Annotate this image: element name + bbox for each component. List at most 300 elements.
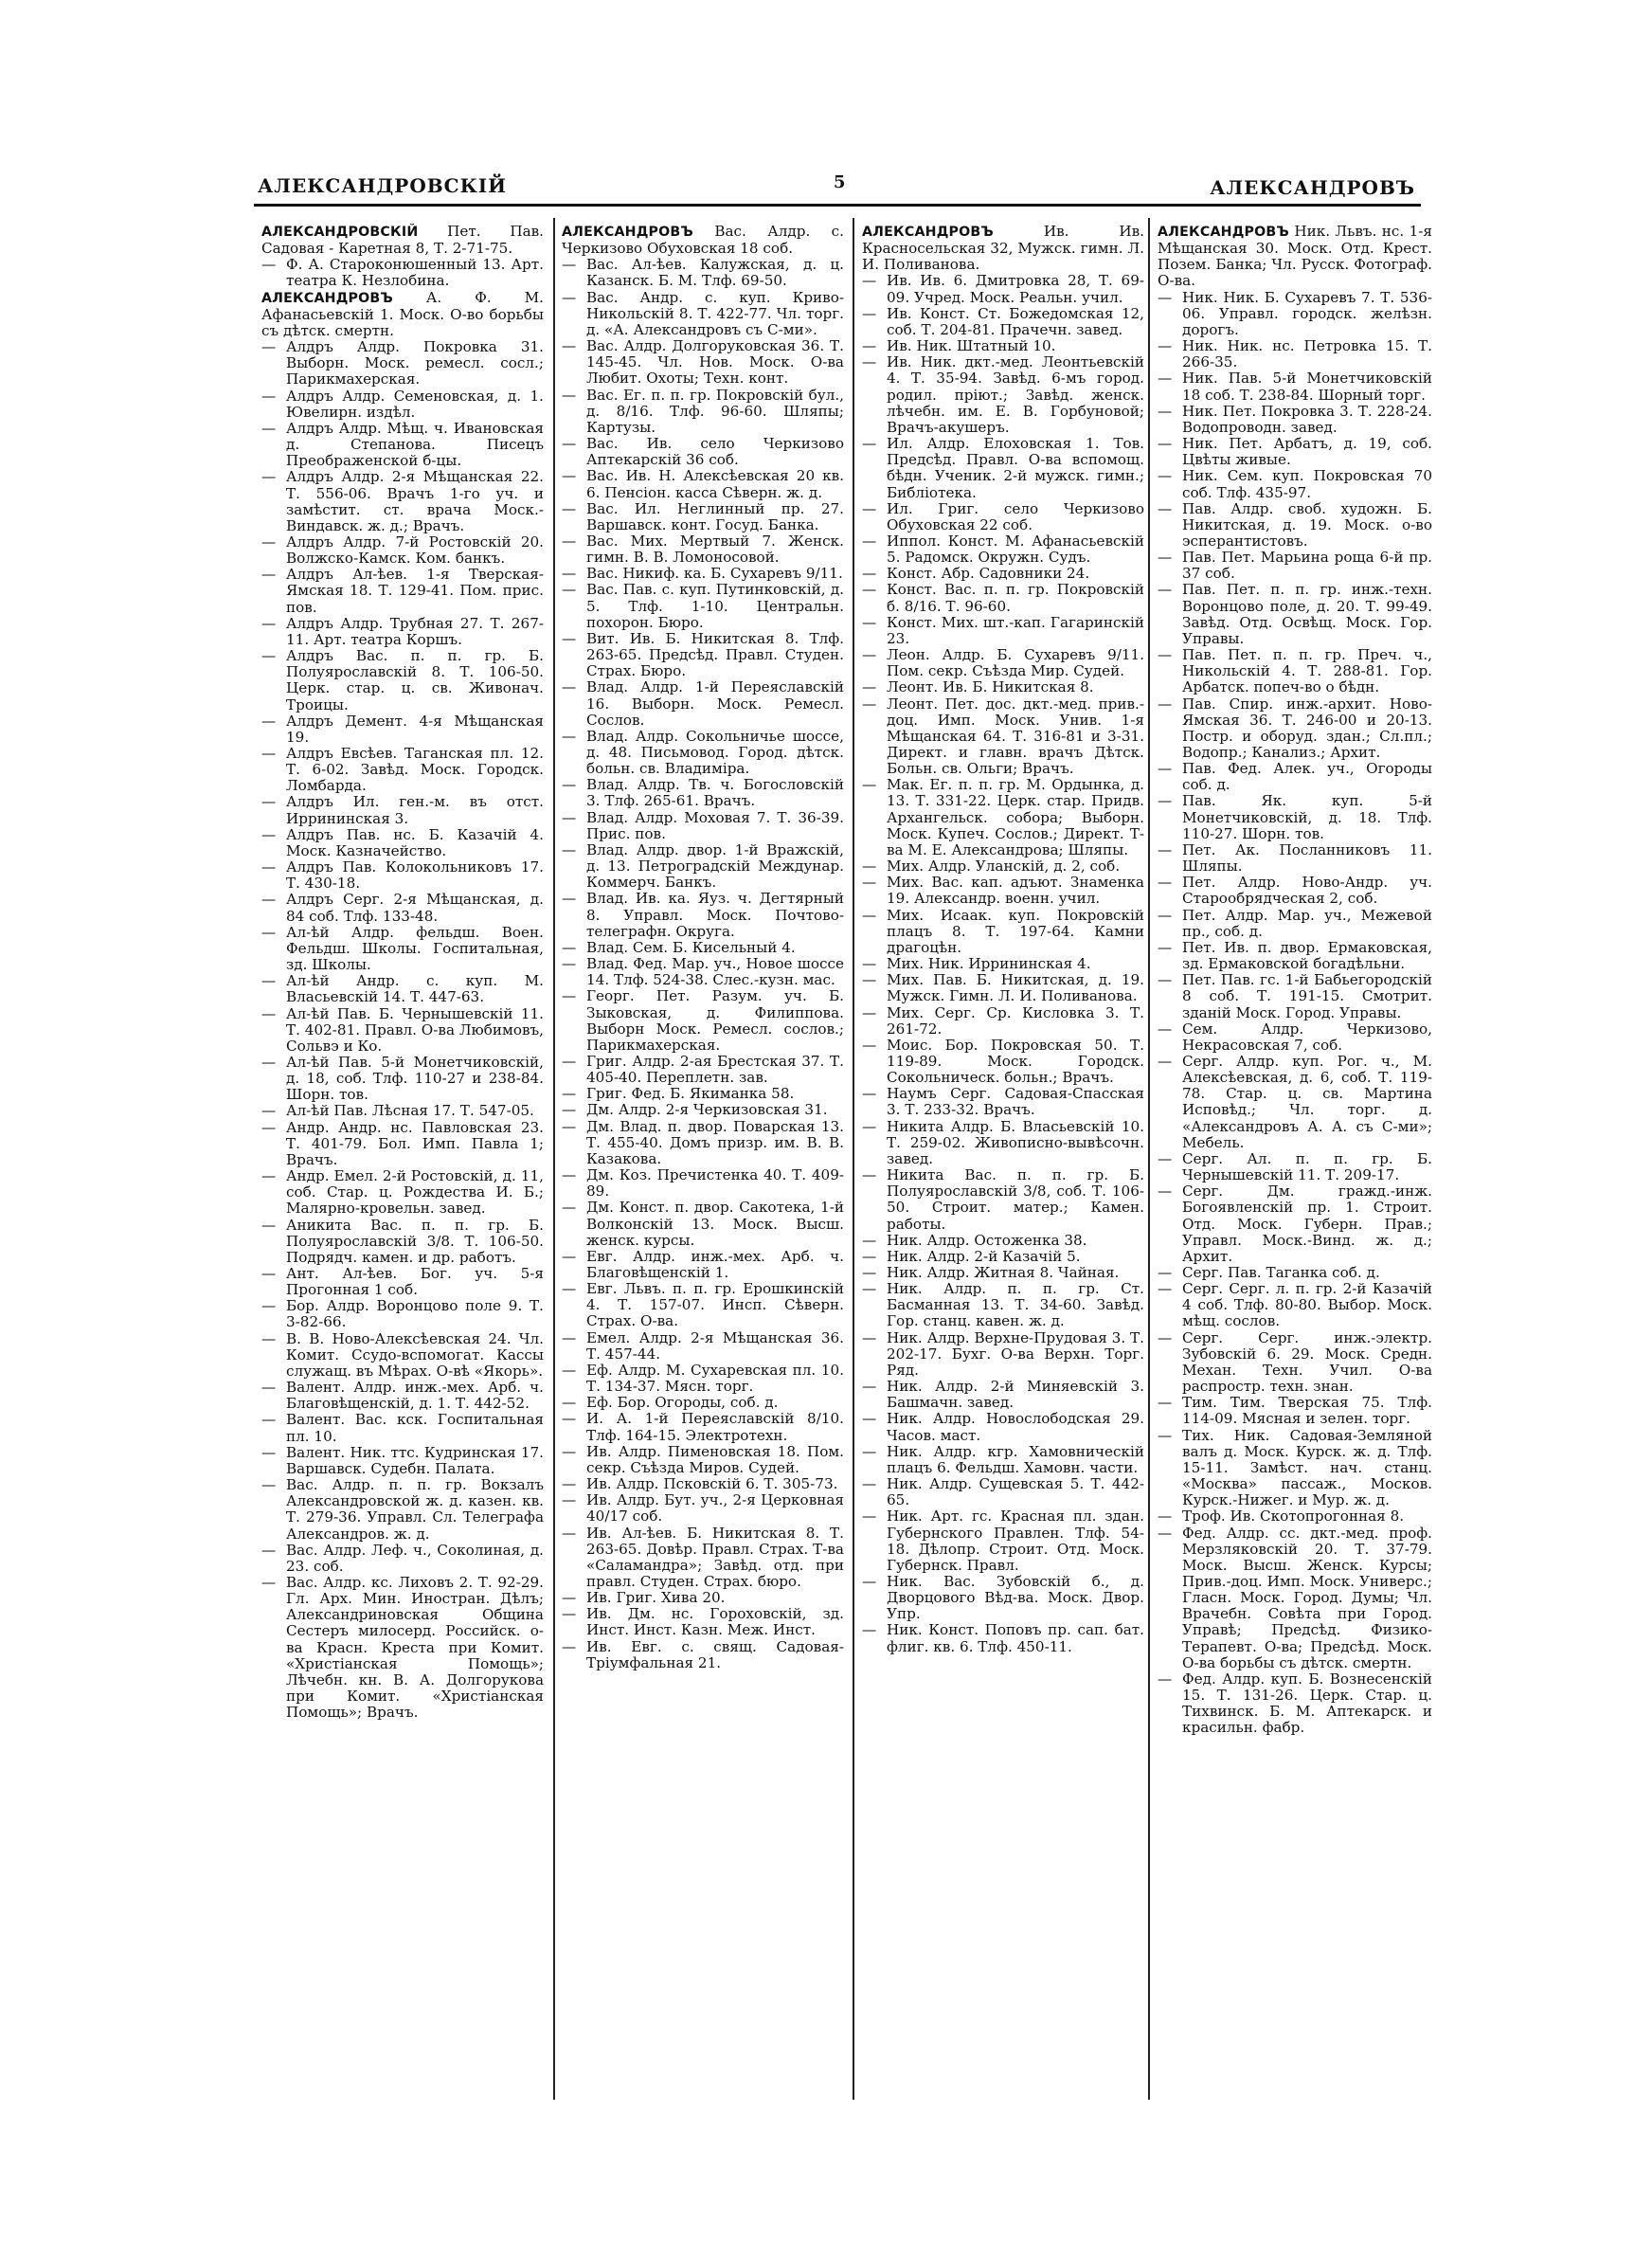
entry-text: Ник. Алдр. Сущевская 5. Т. 442-65. [887,1475,1144,1509]
directory-entry [261,1266,544,1298]
directory-entry [862,306,1144,338]
entry-text: Ив. Алдр. Пименовская 18. Пом. секр. Съѣзда Миров. Судей. [586,1442,844,1476]
ditto-dash: — [261,1297,277,1315]
directory-entry [261,1103,544,1119]
surname-heading: АЛЕКСАНДРОВЪ [1158,225,1289,240]
ditto-dash: — [862,646,877,664]
entry-text: Ник. Арт. гс. Красная пл. здан. Губернского Правлен. Тлф. 54-18. Дѣлопр. Строит. Отд. Моск. Губернск. Правл. [887,1508,1144,1574]
entry-text: Ал-ѣй Пав. Лѣсная 17. Т. 547-05. [286,1102,534,1120]
directory-entry [261,1006,544,1055]
entry-text: Ив. Ник. дкт.-мед. Леонтьевскій 4. Т. 35-94. Завѣд. 6-мъ город. родил. пріют.; Завѣд. женск. лѣчебн. им. Е. В. Горбуновой; Врачъ-акушеръ. [887,353,1144,436]
ditto-dash: — [261,1004,277,1022]
ditto-dash: — [1158,1670,1173,1688]
ditto-dash: — [862,678,877,696]
entry-text: Ив. Конст. Ст. Божедомская 12, соб. Т. 204-81. Прачечн. завед. [887,304,1144,338]
ditto-dash: — [261,1102,277,1120]
directory-entry [562,1363,844,1395]
entry-text: Вас. Мих. Мертвый 7. Женск. гимн. В. В. Ломоносовой. [586,532,844,567]
ditto-dash: — [261,1411,277,1429]
entry-text: Серг. Ал. п. п. гр. Б. Чернышевскій 11. Т. 209-17. [1182,1149,1432,1184]
ditto-dash: — [862,1508,877,1526]
entry-text: Мих. Пав. Б. Никитская, д. 19. Мужск. Гимн. Л. И. Поливанова. [887,971,1144,1005]
directory-entry [862,777,1144,858]
directory-entry [261,648,544,713]
entry-text: Фед. Алдр. куп. Б. Вознесенскій 15. Т. 131-26. Церк. Стар. ц. Тихвинск. Б. М. Аптекарск. и красильн. фабр. [1182,1670,1432,1737]
ditto-dash: — [562,467,577,485]
ditto-dash: — [862,1621,877,1639]
entry-text: Григ. Алдр. 2-ая Брестская 37. Т. 405-40. Переплетн. зав. [586,1052,844,1087]
entry-text: Влад. Алдр. 1-й Переяславскій 16. Выборн. Моск. Ремесл. Сослов. [586,678,844,729]
directory-entry [261,746,544,794]
directory-entry [1158,1183,1432,1265]
surname-heading: АЛЕКСАНДРОВЪ [862,225,994,240]
ditto-dash: — [862,1572,877,1590]
ditto-dash: — [862,565,877,583]
entry-text: Вас. Алдр. п. п. гр. Вокзалъ Александровской ж. д. казен. кв. Т. 279-36. Управл. Сл. Телеграфа Александров. ж. д. [286,1476,544,1543]
entry-text: Валент. Вас. кск. Госпитальная пл. 10. [286,1411,544,1445]
ditto-dash: — [862,272,877,290]
directory-entry [1158,647,1432,695]
ditto-dash: — [862,1247,877,1265]
entry-text: Ал-ѣй Пав. Б. Чернышевскій 11. Т. 402-81. Правл. О-ва Любимовъ, Сольвэ и Ко. [286,1004,544,1055]
ditto-dash: — [1158,906,1173,924]
entry-text: Дм. Алдр. 2-я Черкизовская 31. [586,1101,828,1119]
entry-text: Мак. Ег. п. п. гр. М. Ордынка, д. 13. Т. 331-22. Церк. стар. Придв. Архангельск. собора; Выборн. Моск. Купеч. Сослов.; Директ. Т-ва М. Е. Александрова; Шляпы. [887,776,1144,858]
directory-entry [1158,1428,1432,1509]
entry-text: Ив. Дм. нс. Гороховскій, зд. Инст. Инст. Казн. Меж. Инст. [586,1605,844,1639]
entry-text: Мих. Исаак. куп. Покровскій плацъ 8. Т. 197-64. Камни драгоцѣн. [887,906,1144,956]
entry-text: Пав. Алдр. своб. художн. Б. Никитская, д. 19. Моск. о-во эсперантистовъ. [1182,499,1432,550]
entry-text: Вас. Ив. село Черкизово Аптекарскій 36 соб. [586,435,844,469]
ditto-dash: — [562,727,577,745]
column-divider [1148,218,1150,2100]
directory-entry [1158,696,1432,762]
ditto-dash: — [1158,1426,1173,1444]
ditto-dash: — [261,972,277,990]
ditto-dash: — [862,1003,877,1021]
ditto-dash: — [862,435,877,453]
directory-entry [1158,940,1432,972]
ditto-dash: — [862,1085,877,1103]
ditto-dash: — [562,1166,577,1184]
ditto-dash: — [562,1328,577,1346]
entry-text: Троф. Ив. Скотопрогонная 8. [1182,1508,1405,1526]
ditto-dash: — [862,1117,877,1135]
ditto-dash: — [562,938,577,956]
entry-text: Моис. Бор. Покровская 50. Т. 119-89. Моск. Городск. Сокольническ. больн.; Врачъ. [887,1036,1144,1087]
entry-text: Мих. Серг. Ср. Кисловка 3. Т. 261-72. [887,1003,1144,1038]
ditto-dash: — [1158,370,1173,388]
directory-entry [261,1120,544,1168]
ditto-dash: — [862,1328,877,1346]
entry-text: Георг. Пет. Разум. уч. Б. Зыковская, д. Филиппова. Выборн Моск. Ремесл. сослов.; Парикмахерская. [586,987,844,1054]
entry-text: Ник. Алдр. 2-й Казачій 5. [887,1247,1081,1265]
directory-entry [862,1249,1144,1265]
directory-entry [261,827,544,859]
entry-text: Конст. Вас. п. п. гр. Покровскій б. 8/16. Т. 96-60. [887,581,1144,615]
directory-entry [862,1476,1144,1508]
directory-entry [562,1086,844,1102]
directory-entry [562,891,844,939]
ditto-dash: — [862,776,877,794]
ditto-dash: — [862,1442,877,1460]
column-2 [562,224,844,2100]
ditto-dash: — [261,614,277,632]
entry-text: Ив. Ив. Красносельская 32, Мужск. гимн. Л. И. Поливанова. [862,224,1144,274]
column-divider [553,218,555,2100]
directory-entry [261,1380,544,1412]
ditto-dash: — [862,353,877,371]
entry-text: Дм. Коз. Пречистенка 40. Т. 409-89. [586,1166,844,1201]
directory-entry [261,534,544,567]
directory-entry [1158,468,1432,500]
ditto-dash: — [261,338,277,356]
entry-text: Алдръ Евсѣев. Таганская пл. 12. Т. 6-02. Завѣд. Моск. Городск. Ломбарда. [286,745,544,795]
entry-text: Андр. Емел. 2-й Ростовскій, д. 11, соб. Стар. ц. Рождества И. Б.; Малярно-кровельн. завед. [286,1167,544,1218]
directory-entry [562,582,844,630]
directory-entry [562,956,844,988]
directory-heading-entry [261,224,544,257]
ditto-dash: — [261,1118,277,1136]
directory-entry [562,1526,844,1591]
entry-text: Ив. Алдр. Псковскій 6. Т. 305-73. [586,1475,838,1493]
directory-entry [562,501,844,533]
directory-entry [862,566,1144,582]
directory-entry [862,1233,1144,1249]
entry-text: Пет. Пав. Садовая - Каретная 8, Т. 2-71-75. [261,224,544,258]
ditto-dash: — [562,435,577,453]
entry-text: Валент. Алдр. инж.-мех. Арб. ч. Благовѣщенскій, д. 1. Т. 442-52. [286,1379,544,1413]
entry-text: Сем. Алдр. Черкизово, Некрасовская 7, соб. [1182,1020,1432,1054]
directory-entry [1158,1151,1432,1183]
directory-entry [862,1281,1144,1329]
column-1 [261,224,544,2100]
column-divider [853,218,854,2100]
directory-entry [862,956,1144,972]
directory-entry [1158,290,1432,338]
ditto-dash: — [862,1378,877,1396]
entry-text: Пав. Пет. п. п. гр. инж.-техн. Воронцово поле, д. 20. Т. 99-49. Завѣд. Отд. Освѣщ. Моск. Гор. Управы. [1182,581,1432,647]
directory-entry [562,1054,844,1086]
entry-text: Леонт. Ив. Б. Никитская 8. [887,678,1094,696]
ditto-dash: — [1158,646,1173,664]
ditto-dash: — [261,1265,277,1282]
entry-text: Никита Алдр. Б. Власьевскій 10. Т. 259-02. Живописно-вывѣсочн. завед. [887,1117,1144,1167]
entry-text: Ник. Алдр. Остоженка 38. [887,1231,1087,1249]
directory-entry [1158,436,1432,468]
directory-entry [562,679,844,728]
ditto-dash: — [562,581,577,599]
directory-entry [261,616,544,648]
directory-entry [261,859,544,892]
ditto-dash: — [562,1410,577,1428]
entry-text: Никита Вас. п. п. гр. Б. Полуярославскій 3/8, соб. Т. 106-50. Строит. матер.; Камен. работы. [887,1166,1144,1233]
header-rule [254,204,1421,207]
directory-entry [862,533,1144,566]
ditto-dash: — [562,499,577,517]
entry-text: Пет. Ив. п. двор. Ермаковская, зд. Ермаковской богадѣльни. [1182,938,1432,973]
ditto-dash: — [562,386,577,404]
directory-entry [261,1412,544,1444]
entry-text: Пет. Ак. Посланниковъ 11. Шляпы. [1182,840,1432,876]
directory-entry [862,1444,1144,1476]
ditto-dash: — [1158,1183,1173,1201]
directory-entry [1158,370,1432,403]
ditto-dash: — [562,1247,577,1265]
ditto-dash: — [862,613,877,631]
directory-entry [862,1167,1144,1233]
directory-entry [261,1477,544,1543]
directory-entry [862,338,1144,354]
entry-text: Вит. Ив. Б. Никитская 8. Тлф. 263-65. Предсѣд. Правл. Студен. Страх. Бюро. [586,629,844,680]
entry-text: Ник. Алдр. Житная 8. Чайная. [887,1264,1120,1281]
ditto-dash: — [261,793,277,811]
directory-entry [562,777,844,809]
entry-text: Ник. Ник. нс. Петровка 15. Т. 266-35. [1182,337,1432,371]
entry-text: Тим. Тим. Тверская 75. Тлф. 114-09. Мясная и зелен. торг. [1182,1394,1432,1428]
ditto-dash: — [1158,1328,1173,1346]
entry-text: Ник. Алдр. кгр. Хамовническій плацъ 6. Фельдш. Хамовн. части. [887,1442,1144,1476]
ditto-dash: — [261,566,277,584]
directory-entry [562,566,844,582]
entry-text: Конст. Мих. шт.-кап. Гагаринскій 23. [887,613,1144,647]
directory-entry [562,1444,844,1476]
entry-text: Ив. Ал-ѣев. Б. Никитская 8. Т. 263-65. Довѣр. Правл. Страх. Т-ва «Саламандра»; Завѣд. отд. при правл. Студен. Страх. бюро. [586,1524,844,1590]
ditto-dash: — [562,1052,577,1070]
entry-text: Дм. Влад. п. двор. Поварская 13. Т. 455-40. Домъ призр. им. В. В. Казакова. [586,1117,844,1167]
ditto-dash: — [862,304,877,322]
entry-text: Серг. Пав. Таганка соб. д. [1182,1264,1380,1281]
directory-entry [261,1218,544,1266]
entry-text: Наумъ Серг. Садовая-Спасская 3. Т. 233-32. Врачъ. [887,1085,1144,1119]
directory-entry [862,1038,1144,1086]
ditto-dash: — [1158,1508,1173,1526]
ditto-dash: — [562,1605,577,1623]
entry-text: Пав. Фед. Алек. уч., Огороды соб. д. [1182,760,1432,794]
ditto-dash: — [1158,1280,1173,1298]
ditto-dash: — [562,1491,577,1509]
ditto-dash: — [1158,1394,1173,1412]
ditto-dash: — [261,745,277,762]
directory-entry [862,1508,1144,1574]
directory-entry [562,533,844,566]
entry-text: Вас. Алдр. кс. Лиховъ 2. Т. 92-29. Гл. Арх. Мин. Иностран. Дѣлъ; Александриновская Община Сестеръ милосерд. Российск. о-ва Красн. Креста при Комит. «Христіанская Помощь»; Лѣчебн. кн. В. А. Долгорукова при Комит. «Христіанская Помощь»; Врачъ. [286,1573,544,1722]
ditto-dash: — [1158,1264,1173,1281]
ditto-dash: — [1158,938,1173,956]
ditto-dash: — [1158,760,1173,778]
entry-text: Влад. Алдр. Сокольничье шоссе, д. 48. Письмовод. Город. дѣтск. больн. св. Владиміра. [586,727,844,778]
directory-entry [562,257,844,289]
ditto-dash: — [261,1053,277,1071]
ditto-dash: — [862,532,877,550]
directory-entry [261,1331,544,1380]
entry-text: Валент. Ник. ттс. Кудринская 17. Варшавск. Судебн. Палата. [286,1443,544,1477]
surname-heading: АЛЕКСАНДРОВСКІЙ [261,225,419,240]
ditto-dash: — [1158,1020,1173,1038]
ditto-dash: — [261,1476,277,1494]
entry-text: Андр. Андр. нс. Павловская 23. Т. 401-79. Бол. Имп. Павла 1; Врачъ. [286,1118,544,1168]
entry-text: Вас. Ил. Неглинный пр. 27. Варшавск. конт. Госуд. Банка. [586,499,844,533]
entry-text: Ант. Ал-ѣев. Бог. уч. 5-я Прогонная 1 соб. [286,1265,544,1299]
ditto-dash: — [1158,1149,1173,1167]
directory-entry [1158,1021,1432,1054]
directory-entry [862,1265,1144,1281]
directory-entry [562,1200,844,1248]
directory-entry [562,1639,844,1671]
ditto-dash: — [562,890,577,908]
directory-entry [562,1476,844,1492]
ditto-dash: — [261,1573,277,1591]
directory-entry [1158,1265,1432,1281]
directory-entry [261,1445,544,1477]
entry-text: Ник. Алдр. п. п. гр. Ст. Басманная 13. Т. 34-60. Завѣд. Гор. станц. кавен. ж. д. [887,1280,1144,1330]
surname-heading: АЛЕКСАНДРОВЪ [261,290,393,306]
entry-text: Ив. Евг. с. свящ. Садовая-Тріумфальная 21. [586,1637,844,1671]
entry-text: Бор. Алдр. Воронцово поле 9. Т. 3-82-66. [286,1297,544,1331]
directory-entry [862,1086,1144,1118]
ditto-dash: — [862,1231,877,1249]
directory-entry [1158,550,1432,582]
entry-text: Пет. Алдр. Мар. уч., Межевой пр., соб. д. [1182,906,1432,940]
directory-entry [261,1575,544,1721]
directory-entry [261,1168,544,1217]
directory-entry [1158,1054,1432,1151]
entry-text: Вас. Алдр. с. Черкизово Обуховская 18 соб. [562,224,844,258]
entry-text: Пет. Алдр. Ново-Андр. уч. Старообрядческая 2, соб. [1182,874,1432,908]
ditto-dash: — [261,891,277,909]
directory-entry [1158,1526,1432,1671]
directory-entry [261,892,544,924]
entry-text: Алдръ Пав. нс. Б. Казачій 4. Моск. Казначейство. [286,825,544,859]
entry-text: Алдръ Вас. п. п. гр. Б. Полуярославскій 8. Т. 106-50. Церк. стар. ц. св. Живонач. Троицы. [286,647,544,713]
directory-entry [261,713,544,746]
ditto-dash: — [562,1442,577,1460]
directory-entry [1158,582,1432,647]
ditto-dash: — [562,1199,577,1217]
ditto-dash: — [261,923,277,941]
entry-text: Ил. Григ. село Черкизово Обуховская 22 соб. [887,499,1144,533]
entry-text: Пав. Пет. Марьина роща 6-й пр. 37 соб. [1182,549,1432,583]
ditto-dash: — [862,1280,877,1298]
ditto-dash: — [562,955,577,973]
ditto-dash: — [1158,840,1173,858]
directory-entry [862,1574,1144,1622]
entry-text: А. Ф. М. Афанасьевскій 1. Моск. О-во борьбы съ дѣтск. смертн. [261,288,544,339]
ditto-dash: — [261,1379,277,1397]
entry-text: Ив. Ник. Штатный 10. [887,337,1056,355]
directory-entry [862,858,1144,875]
directory-entry [562,468,844,500]
ditto-dash: — [562,1475,577,1493]
ditto-dash: — [1158,435,1173,453]
directory-entry [261,794,544,826]
entry-text: Алдръ Ил. ген.-м. въ отст. Иррининская 3. [286,793,544,827]
entry-text: Конст. Абр. Садовники 24. [887,565,1090,583]
entry-text: Еф. Бор. Огороды, соб. д. [586,1394,779,1412]
ditto-dash: — [261,419,277,437]
directory-entry [562,1330,844,1363]
entry-text: Алдръ Демент. 4-я Мѣщанская 19. [286,712,544,746]
ditto-dash: — [862,874,877,892]
directory-entry [562,1249,844,1281]
directory-entry [261,1543,544,1575]
entry-text: Дм. Конст. п. двор. Сакотека, 1-й Волконскій 13. Моск. Высш. женск. курсы. [586,1199,844,1249]
directory-entry [562,729,844,777]
ditto-dash: — [562,1117,577,1135]
directory-entry [562,436,844,468]
column-3 [862,224,1144,2100]
directory-entry [562,631,844,679]
ditto-dash: — [261,647,277,665]
directory-entry [261,925,544,973]
entry-text: Серг. Алдр. куп. Рог. ч., М. Алексѣевская, д. 6, соб. Т. 119-78. Стар. ц. св. Мартина Исповѣд.; Чл. торг. д. «Александровъ А. А. съ С-ми»; Мебель. [1182,1052,1432,1151]
entry-text: Пав. Пет. п. п. гр. Преч. ч., Никольскій 4. Т. 288-81. Гор. Арбатск. попеч-во о бѣдн. [1182,646,1432,696]
directory-entry [261,1055,544,1103]
ditto-dash: — [261,533,277,551]
ditto-dash: — [562,1394,577,1412]
directory-entry [261,469,544,534]
ditto-dash: — [261,712,277,730]
directory-entry [862,1330,1144,1379]
entry-text: Вас. Алдр. Леф. ч., Соколиная, д. 23. соб. [286,1541,544,1575]
entry-text: Ф. А. Староконюшенный 13. Арт. театра К. Незлобина. [286,256,544,290]
ditto-dash: — [862,1410,877,1428]
entry-text: Алдръ Алдр. 2-я Мѣщанская 22. Т. 556-06. Врачъ 1-го уч. и замѣстит. ст. врача Моск.-Виндавск. ж. д.; Врачъ. [286,468,544,534]
ditto-dash: — [1158,581,1173,599]
directory-entry [562,842,844,891]
directory-entry [261,973,544,1005]
entry-text: Влад. Алдр. Тв. ч. Богословскій 3. Тлф. 265-61. Врачъ. [586,776,844,810]
ditto-dash: — [862,1475,877,1493]
entry-text: И. А. 1-й Переяславскій 8/10. Тлф. 164-15. Электротехн. [586,1410,844,1444]
entry-text: Серг. Серг. л. п. гр. 2-й Казачій 4 соб. Тлф. 80-80. Выбор. Моск. мѣщ. сослов. [1182,1280,1432,1330]
directory-entry [261,339,544,388]
directory-entry [1158,404,1432,436]
directory-entry [1158,501,1432,550]
directory-entry [862,908,1144,956]
ditto-dash: — [562,776,577,794]
directory-entry [261,567,544,615]
directory-entry [862,875,1144,907]
entry-text: Ник. Алдр. 2-й Миняевскій 3. Башмачн. завед. [887,1378,1144,1412]
entry-text: Пав. Спир. инж.-архит. Ново-Ямская 36. Т. 246-00 и 20-13. Постр. и оборуд. здан.; Сл.пл.; Водопр.; Канализ.; Архит. [1182,695,1432,761]
directory-entry [862,1005,1144,1038]
entry-text: Вас. Ал-ѣев. Калужская, д. ц. Казанск. Б. М. Тлф. 69-50. [586,256,844,290]
directory-entry [261,421,544,469]
ditto-dash: — [562,1361,577,1379]
ditto-dash: — [562,288,577,306]
entry-text: Ник. Пет. Арбатъ, д. 19, соб. Цвѣты живые. [1182,435,1432,469]
directory-entry [862,354,1144,436]
directory-entry [1158,338,1432,370]
entry-text: Мих. Алдр. Уланскій, д. 2, соб. [887,858,1121,876]
ditto-dash: — [1158,695,1173,713]
entry-text: Ник. Алдр. Новослободская 29. Часов. маст. [887,1410,1144,1444]
entry-text: В. В. Ново-Алексѣевская 24. Чл. Комит. Ссудо-вспомогат. Кассы служащ. въ Мѣрах. О-вѣ «Якорь». [286,1329,544,1380]
directory-entry [261,1298,544,1330]
entry-text: Серг. Дм. гражд.-инж. Богоявленскій пр. 1. Строит. Отд. Моск. Губерн. Прав.; Управл. Моск.-Винд. ж. д.; Архит. [1182,1183,1432,1265]
entry-text: Леон. Алдр. Б. Сухаревъ 9/11. Пом. секр. Съѣзда Мир. Судей. [887,646,1144,680]
directory-entry [261,257,544,289]
entry-text: Фед. Алдр. сс. дкт.-мед. проф. Мерзляковскій 20. Т. 37-79. Моск. Высш. Женск. Курсы; Прив.-доц. Имп. Моск. Универс.; Гласн. Моск. Город. Думы; Чл. Врачебн. Совѣта при Город. Управѣ; Предсѣд. Физико-Терапевт. О-ва; Предсѣд. Моск. О-ва борьбы съ дѣтск. смертн. [1182,1524,1432,1671]
directory-entry [862,273,1144,305]
directory-entry [862,501,1144,533]
entry-text: Ник. Ник. Б. Сухаревъ 7. Т. 536-06. Управл. городск. желѣзн. дорогъ. [1182,288,1432,338]
directory-entry [562,1411,844,1443]
directory-entry [562,388,844,436]
directory-entry [1158,1671,1432,1737]
ditto-dash: — [562,840,577,858]
